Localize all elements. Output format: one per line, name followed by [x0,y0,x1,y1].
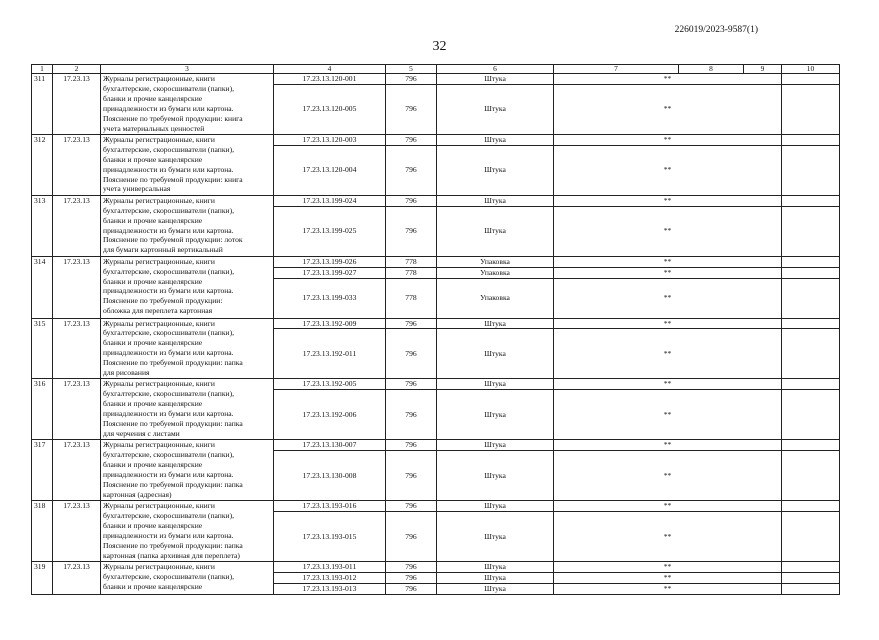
stars-cell: ** [554,134,782,145]
stars-cell: ** [554,512,782,562]
description-line: бухгалтерские, скоросшиватели (папки), [103,205,235,215]
description-line: для бумаги картонный вертикальный [103,245,223,255]
table-row [32,440,840,451]
ktru-code-cell: 17.23.13.193-013 [274,583,386,594]
row-number-cell: 316 [32,379,53,440]
ktru-code-cell: 17.23.13.120-005 [274,84,386,134]
okpd-code-cell: 17.23.13 [53,318,101,379]
unit-cell: Упаковка [437,267,554,278]
description-line: принадлежности из бумаги или картона. [103,286,234,296]
empty-cell [782,267,840,278]
row-number-cell: 319 [32,562,53,595]
unit-cell: Штука [437,440,554,451]
description-line: Пояснение по требуемой продукции: [103,296,223,306]
description-line: Журналы регистрационные, книги [103,379,215,389]
unit-cell: Штука [437,206,554,256]
row-number-cell: 311 [32,74,53,135]
description-line: для рисования [103,368,150,378]
ktru-code-cell: 17.23.13.192-009 [274,318,386,329]
unit-cell: Штука [437,318,554,329]
stars-cell: ** [554,256,782,267]
description-cell [101,379,274,440]
row-number-cell: 313 [32,195,53,256]
ktru-code-cell: 17.23.13.193-016 [274,501,386,512]
stars-cell: ** [554,329,782,379]
ktru-code-cell: 17.23.13.120-003 [274,134,386,145]
description-cell [101,256,274,318]
table-row [32,195,840,206]
okei-code-cell: 796 [386,379,437,390]
empty-cell [782,501,840,512]
description-line: Журналы регистрационные, книги [103,318,215,328]
okpd-code-cell: 17.23.13 [53,562,101,595]
okei-code-cell: 796 [386,390,437,440]
ktru-code-cell: 17.23.13.193-012 [274,573,386,584]
row-number-cell: 314 [32,256,53,318]
description-line: бухгалтерские, скоросшиватели (папки), [103,266,235,276]
unit-cell: Упаковка [437,256,554,267]
description-line: обложка для переплета картонная [103,306,213,316]
empty-cell [782,379,840,390]
description-line: Журналы регистрационные, книги [103,440,215,450]
description-line: Журналы регистрационные, книги [103,134,215,144]
okei-code-cell: 796 [386,134,437,145]
description-line: бухгалтерские, скоросшиватели (папки), [103,83,235,93]
row-number-cell: 312 [32,134,53,195]
ktru-code-cell: 17.23.13.120-004 [274,145,386,195]
description-line: бухгалтерские, скоросшиватели (папки), [103,389,235,399]
description-line: картонная (адресная) [103,489,172,499]
stars-cell: ** [554,195,782,206]
okei-code-cell: 796 [386,512,437,562]
description-line: бухгалтерские, скоросшиватели (папки), [103,450,235,460]
procurement-table-container [31,64,839,593]
description-cell [101,562,274,595]
unit-cell: Штука [437,195,554,206]
okei-code-cell: 796 [386,451,437,501]
description-line: Журналы регистрационные, книги [103,195,215,205]
description-line: бланки и прочие канцелярские [103,338,203,348]
description-line: Пояснение по требуемой продукции: книга [103,113,243,123]
description-line: Пояснение по требуемой продукции: папка [103,358,243,368]
description-line: принадлежности из бумаги или картона. [103,225,234,235]
stars-cell: ** [554,573,782,584]
okpd-code-cell: 17.23.13 [53,74,101,135]
description-line: картонная (папка архивная для переплета) [103,550,240,560]
description-line: принадлежности из бумаги или картона. [103,348,234,358]
ktru-code-cell: 17.23.13.193-011 [274,562,386,573]
description-cell [101,74,274,135]
table-row [32,256,840,267]
unit-cell: Штука [437,501,554,512]
stars-cell: ** [554,206,782,256]
okei-code-cell: 796 [386,440,437,451]
ktru-code-cell: 17.23.13.199-027 [274,267,386,278]
okei-code-cell: 778 [386,267,437,278]
description-line: принадлежности из бумаги или картона. [103,409,234,419]
okei-code-cell: 796 [386,501,437,512]
description-line: бланки и прочие канцелярские [103,276,203,286]
description-line: бланки и прочие канцелярские [103,521,203,531]
okei-code-cell: 796 [386,195,437,206]
ktru-code-cell: 17.23.13.192-006 [274,390,386,440]
description-line: принадлежности из бумаги или картона. [103,103,234,113]
description-line: бухгалтерские, скоросшиватели (папки), [103,328,235,338]
table-row [32,379,840,390]
okei-code-cell: 778 [386,256,437,267]
stars-cell: ** [554,451,782,501]
ktru-code-cell: 17.23.13.192-005 [274,379,386,390]
unit-cell: Штука [437,562,554,573]
description-cell [101,440,274,501]
column-header: 7 [554,65,679,74]
description-line: бланки и прочие канцелярские [103,215,203,225]
unit-cell: Штука [437,379,554,390]
table-row [32,562,840,573]
stars-cell: ** [554,501,782,512]
empty-cell [782,145,840,195]
stars-cell: ** [554,562,782,573]
empty-cell [782,583,840,594]
row-number-cell: 315 [32,318,53,379]
description-line: Пояснение по требуемой продукции: лоток [103,235,243,245]
okei-code-cell: 778 [386,278,437,318]
description-line: учета универсальная [103,184,171,194]
ktru-code-cell: 17.23.13.120-001 [274,74,386,85]
document-number: 226019/2023-9587(1) [674,25,758,35]
empty-cell [782,573,840,584]
description-line: бланки и прочие канцелярские [103,93,203,103]
okei-code-cell: 796 [386,329,437,379]
description-line: Журналы регистрационные, книги [103,256,215,266]
ktru-code-cell: 17.23.13.199-024 [274,195,386,206]
empty-cell [782,195,840,206]
okei-code-cell: 796 [386,206,437,256]
okpd-code-cell: 17.23.13 [53,379,101,440]
table-body [32,65,840,595]
stars-cell: ** [554,267,782,278]
ktru-code-cell: 17.23.13.193-015 [274,512,386,562]
okei-code-cell: 796 [386,145,437,195]
stars-cell: ** [554,278,782,318]
description-line: принадлежности из бумаги или картона. [103,164,234,174]
description-cell [101,134,274,195]
ktru-code-cell: 17.23.13.199-025 [274,206,386,256]
empty-cell [782,390,840,440]
column-header: 3 [101,65,274,74]
table-row [32,501,840,512]
description-line: Пояснение по требуемой продукции: папка [103,479,243,489]
unit-cell: Штука [437,573,554,584]
page-number: 32 [432,39,447,54]
table-row [32,318,840,329]
description-line: бухгалтерские, скоросшиватели (папки), [103,144,235,154]
stars-cell: ** [554,145,782,195]
description-line: Пояснение по требуемой продукции: книга [103,174,243,184]
empty-cell [782,440,840,451]
okei-code-cell: 796 [386,583,437,594]
unit-cell: Штука [437,512,554,562]
okei-code-cell: 796 [386,562,437,573]
row-number-cell: 317 [32,440,53,501]
empty-cell [782,74,840,85]
description-line: бухгалтерские, скоросшиватели (папки), [103,572,235,582]
row-number-cell: 318 [32,501,53,562]
ktru-code-cell: 17.23.13.199-033 [274,278,386,318]
okpd-code-cell: 17.23.13 [53,134,101,195]
ktru-code-cell: 17.23.13.199-026 [274,256,386,267]
table-row [32,134,840,145]
column-header: 5 [386,65,437,74]
empty-cell [782,278,840,318]
description-line: бланки и прочие канцелярские [103,154,203,164]
column-header: 10 [782,65,840,74]
column-header: 2 [53,65,101,74]
stars-cell: ** [554,74,782,85]
stars-cell: ** [554,583,782,594]
stars-cell: ** [554,440,782,451]
description-line: Пояснение по требуемой продукции: папка [103,540,243,550]
empty-cell [782,512,840,562]
ktru-code-cell: 17.23.13.192-011 [274,329,386,379]
description-line: Журналы регистрационные, книги [103,562,215,572]
description-line: бланки и прочие канцелярские [103,581,203,591]
unit-cell: Штука [437,84,554,134]
ktru-code-cell: 17.23.13.130-008 [274,451,386,501]
description-line: принадлежности из бумаги или картона. [103,530,234,540]
column-header: 9 [744,65,782,74]
okpd-code-cell: 17.23.13 [53,195,101,256]
procurement-table [31,64,840,595]
stars-cell: ** [554,379,782,390]
empty-cell [782,134,840,145]
description-line: бухгалтерские, скоросшиватели (папки), [103,511,235,521]
empty-cell [782,318,840,329]
okei-code-cell: 796 [386,74,437,85]
unit-cell: Штука [437,145,554,195]
description-cell [101,501,274,562]
description-cell [101,195,274,256]
description-line: бланки и прочие канцелярские [103,399,203,409]
description-line: Журналы регистрационные, книги [103,501,215,511]
okpd-code-cell: 17.23.13 [53,256,101,318]
unit-cell: Упаковка [437,278,554,318]
description-cell [101,318,274,379]
unit-cell: Штука [437,329,554,379]
column-header: 4 [274,65,386,74]
table-row [32,74,840,85]
stars-cell: ** [554,318,782,329]
column-header: 1 [32,65,53,74]
unit-cell: Штука [437,74,554,85]
description-line: Журналы регистрационные, книги [103,74,215,83]
empty-cell [782,256,840,267]
stars-cell: ** [554,390,782,440]
description-line: для черчения с листами [103,428,180,438]
okei-code-cell: 796 [386,84,437,134]
column-header: 6 [437,65,554,74]
empty-cell [782,329,840,379]
column-number-row [32,65,840,74]
unit-cell: Штука [437,390,554,440]
unit-cell: Штука [437,134,554,145]
okpd-code-cell: 17.23.13 [53,440,101,501]
description-line: бланки и прочие канцелярские [103,460,203,470]
column-header: 8 [679,65,744,74]
okei-code-cell: 796 [386,573,437,584]
okei-code-cell: 796 [386,318,437,329]
description-line: Пояснение по требуемой продукции: папка [103,419,243,429]
empty-cell [782,84,840,134]
unit-cell: Штука [437,451,554,501]
ktru-code-cell: 17.23.13.130-007 [274,440,386,451]
unit-cell: Штука [437,583,554,594]
description-line: учета материальных ценностей [103,123,205,133]
okpd-code-cell: 17.23.13 [53,501,101,562]
empty-cell [782,562,840,573]
empty-cell [782,451,840,501]
empty-cell [782,206,840,256]
stars-cell: ** [554,84,782,134]
description-line: принадлежности из бумаги или картона. [103,470,234,480]
